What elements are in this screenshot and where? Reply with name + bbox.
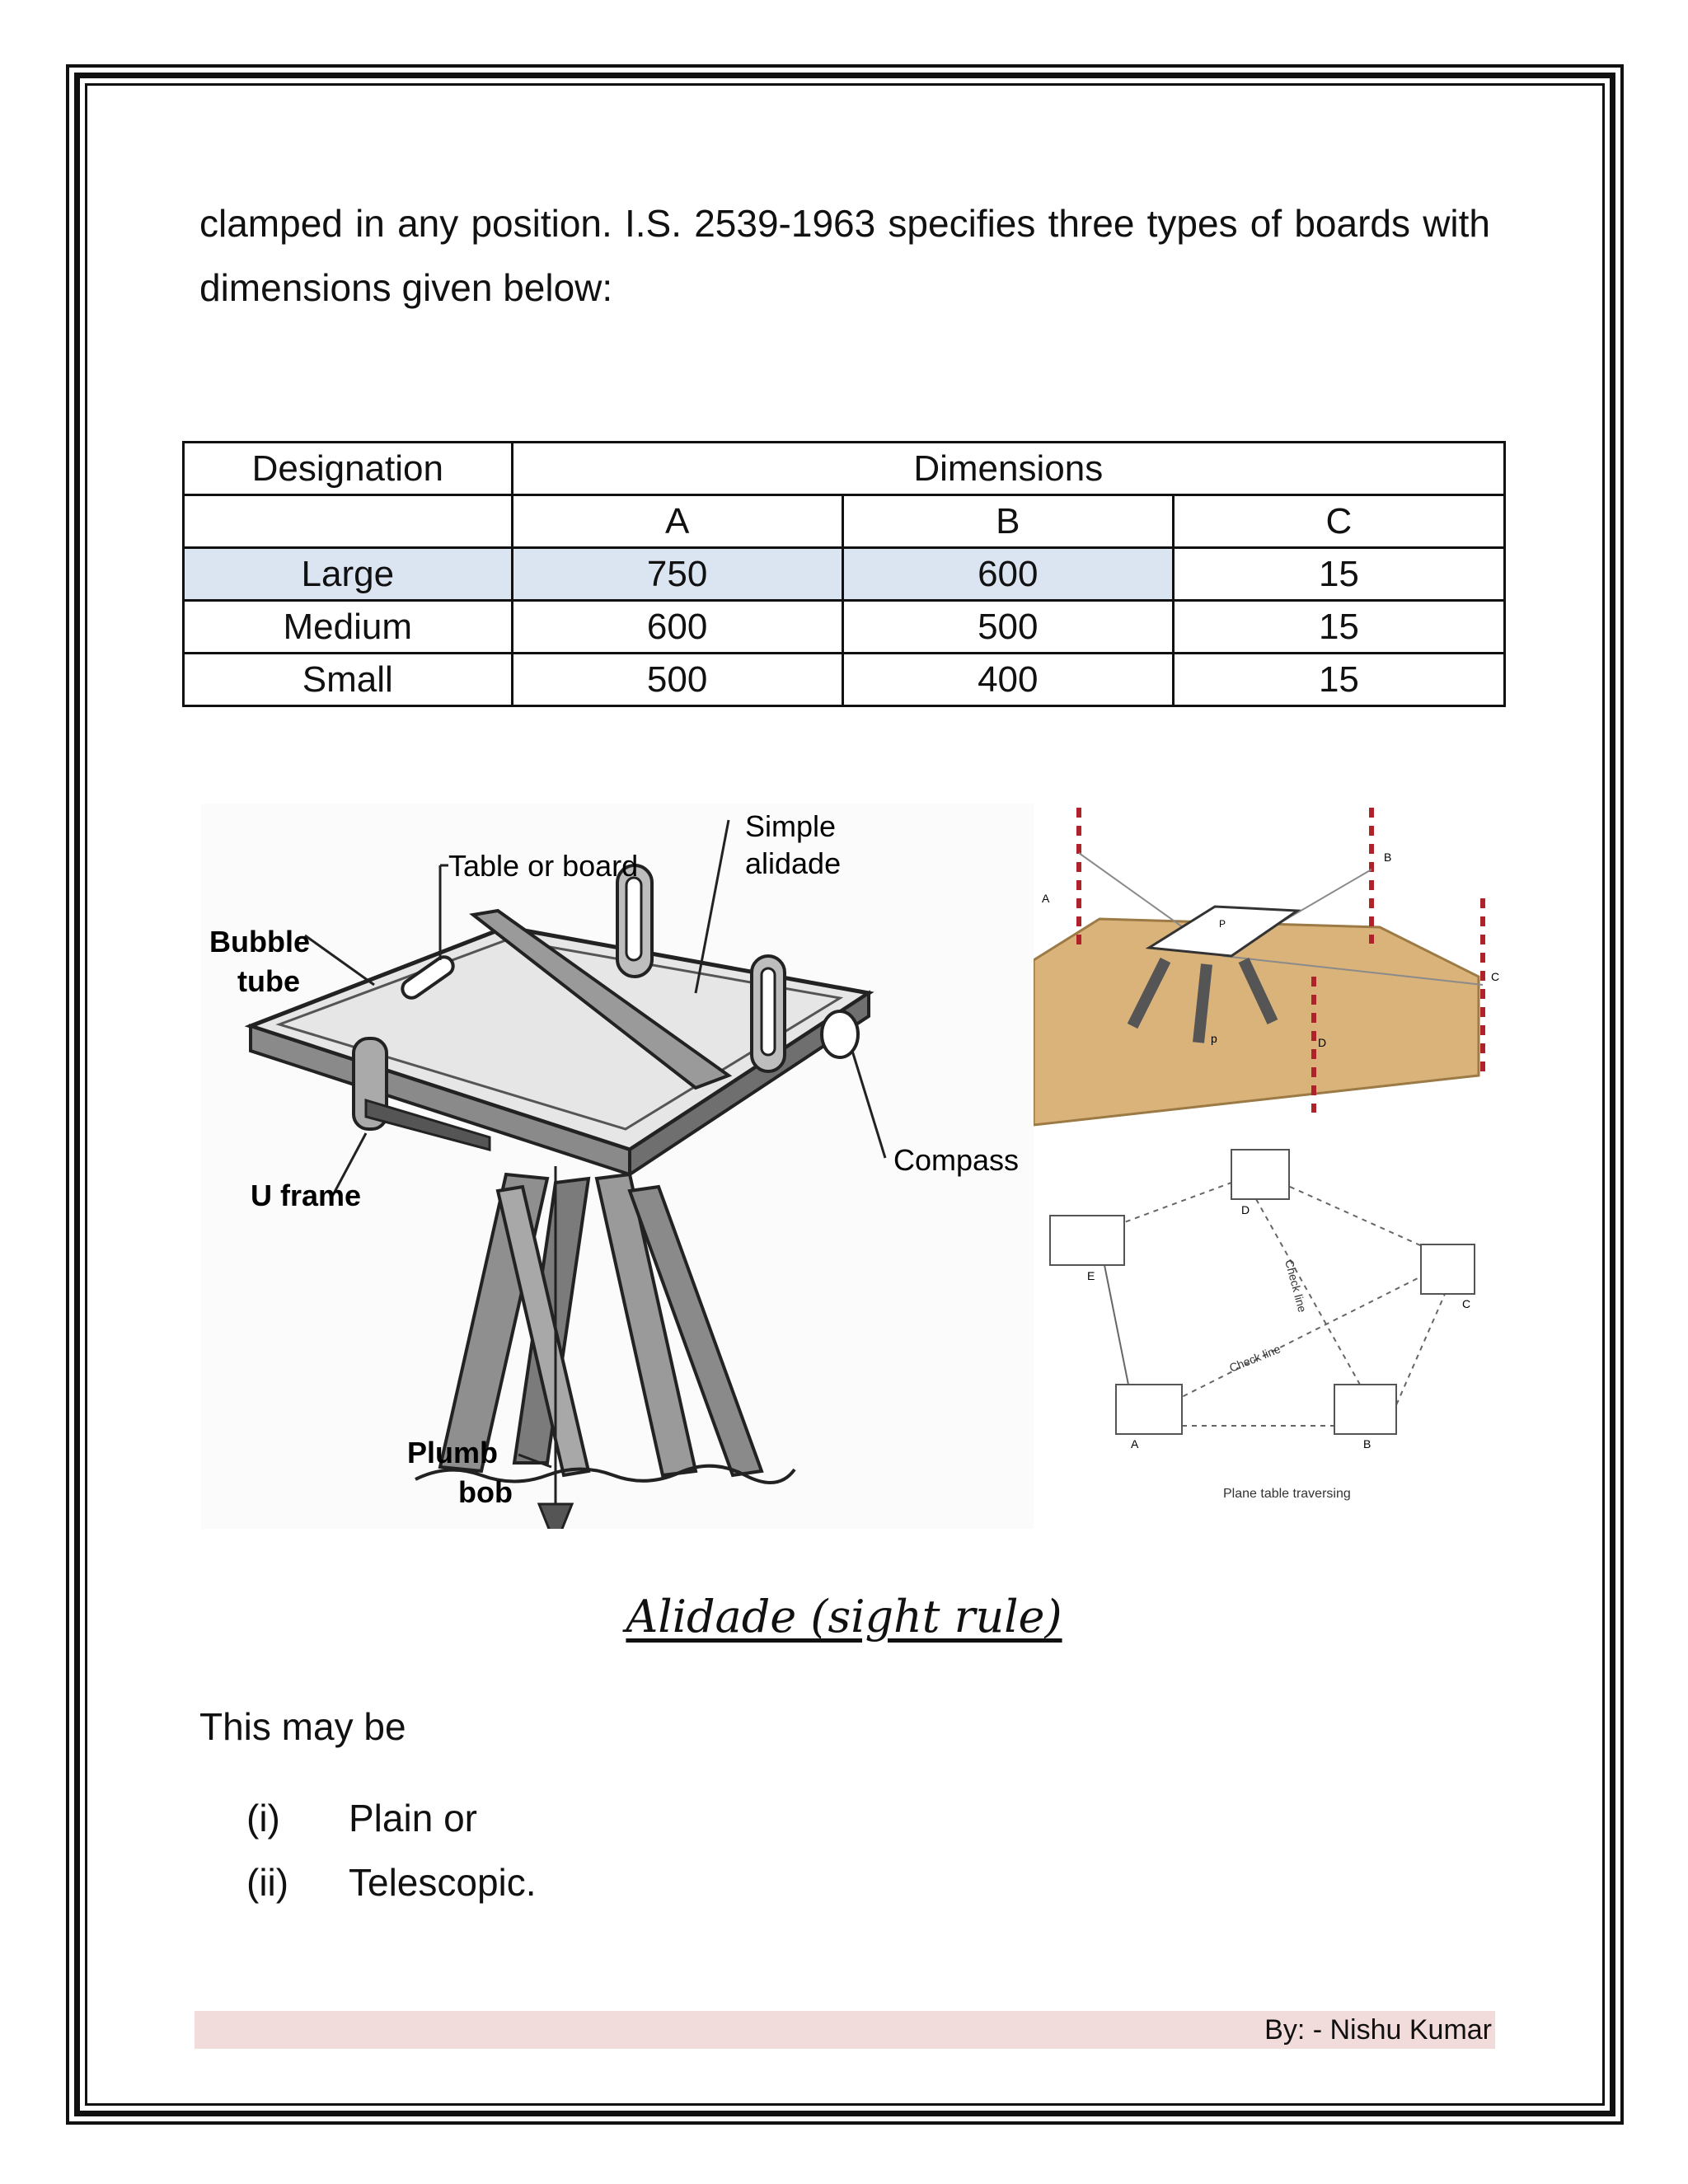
label-plumb: Plumb	[407, 1436, 499, 1469]
subheader-c: C	[1173, 495, 1504, 548]
cell-a: 750	[512, 548, 842, 601]
subheader-empty	[184, 495, 513, 548]
station-label-b: B	[1363, 1437, 1372, 1451]
station-box-e	[1050, 1216, 1124, 1265]
station-box-d	[1231, 1150, 1289, 1199]
station-box-c	[1421, 1244, 1475, 1294]
subheader-a: A	[512, 495, 842, 548]
traversing-illustration	[1034, 804, 1507, 1521]
pole-letter-b: B	[1384, 851, 1392, 864]
list-text: Plain or	[349, 1797, 477, 1840]
section-heading: Alidade (sight rule)	[626, 1591, 1062, 1643]
header-designation: Designation	[184, 443, 513, 495]
cell-b: 500	[842, 601, 1173, 654]
pole-letter-c: C	[1491, 970, 1500, 983]
list-number: (i)	[246, 1797, 280, 1840]
cell-c: 15	[1173, 548, 1504, 601]
subheader-b: B	[842, 495, 1173, 548]
station-box-a	[1116, 1385, 1182, 1434]
plane-table-traversing-figure	[1034, 804, 1507, 1521]
label-bubble: Bubble	[209, 925, 310, 958]
station-label-a: A	[1131, 1437, 1139, 1451]
header-dimensions: Dimensions	[512, 443, 1504, 495]
list-number: (ii)	[246, 1861, 289, 1904]
label-table-or-board: Table or board	[448, 849, 639, 883]
station-label-c: C	[1462, 1297, 1471, 1310]
pole-letter-a: A	[1042, 892, 1050, 905]
label-alidade: alidade	[745, 846, 842, 880]
table-row	[184, 601, 1505, 654]
check-line-label-1: Check line	[1282, 1258, 1310, 1314]
list-text: Telescopic.	[349, 1861, 537, 1904]
cell-designation: Large	[184, 548, 513, 601]
label-u-frame: U frame	[251, 1179, 362, 1212]
paragraph-this-may-be: This may be	[199, 1705, 406, 1748]
station-label-e: E	[1087, 1269, 1095, 1282]
station-box-b	[1334, 1385, 1396, 1434]
label-simple: Simple	[745, 809, 837, 843]
table-subheader-row	[184, 495, 1505, 548]
cell-designation: Small	[184, 654, 513, 706]
cell-c: 15	[1173, 601, 1504, 654]
label-compass: Compass	[893, 1143, 1020, 1177]
table-row	[184, 654, 1505, 706]
label-tube: tube	[237, 964, 300, 998]
check-line-label-2: Check line	[1227, 1342, 1282, 1375]
cell-b: 400	[842, 654, 1173, 706]
compass	[822, 1011, 858, 1057]
board-dimensions-table	[182, 441, 1506, 707]
ground-point-p: p	[1211, 1032, 1217, 1045]
cell-c: 15	[1173, 654, 1504, 706]
cell-b: 600	[842, 548, 1173, 601]
board-point-p: P	[1219, 918, 1226, 930]
footer-author: By: - Nishu Kumar	[1264, 2014, 1492, 2046]
table-header-row	[184, 443, 1505, 495]
pole-letter-d: D	[1318, 1036, 1327, 1049]
intro-paragraph: clamped in any position. I.S. 2539-1963 specifies three types of boards with dimensions given below:	[199, 202, 1490, 309]
cell-designation: Medium	[184, 601, 513, 654]
station-label-d: D	[1241, 1203, 1250, 1216]
cell-a: 500	[512, 654, 842, 706]
table-row	[184, 548, 1505, 601]
traversing-caption: Plane table traversing	[1223, 1487, 1351, 1501]
plane-table-figure	[201, 804, 1034, 1529]
cell-a: 600	[512, 601, 842, 654]
label-bob: bob	[458, 1475, 513, 1509]
plane-table-illustration	[201, 804, 1034, 1529]
footer-bar	[195, 2011, 1495, 2049]
